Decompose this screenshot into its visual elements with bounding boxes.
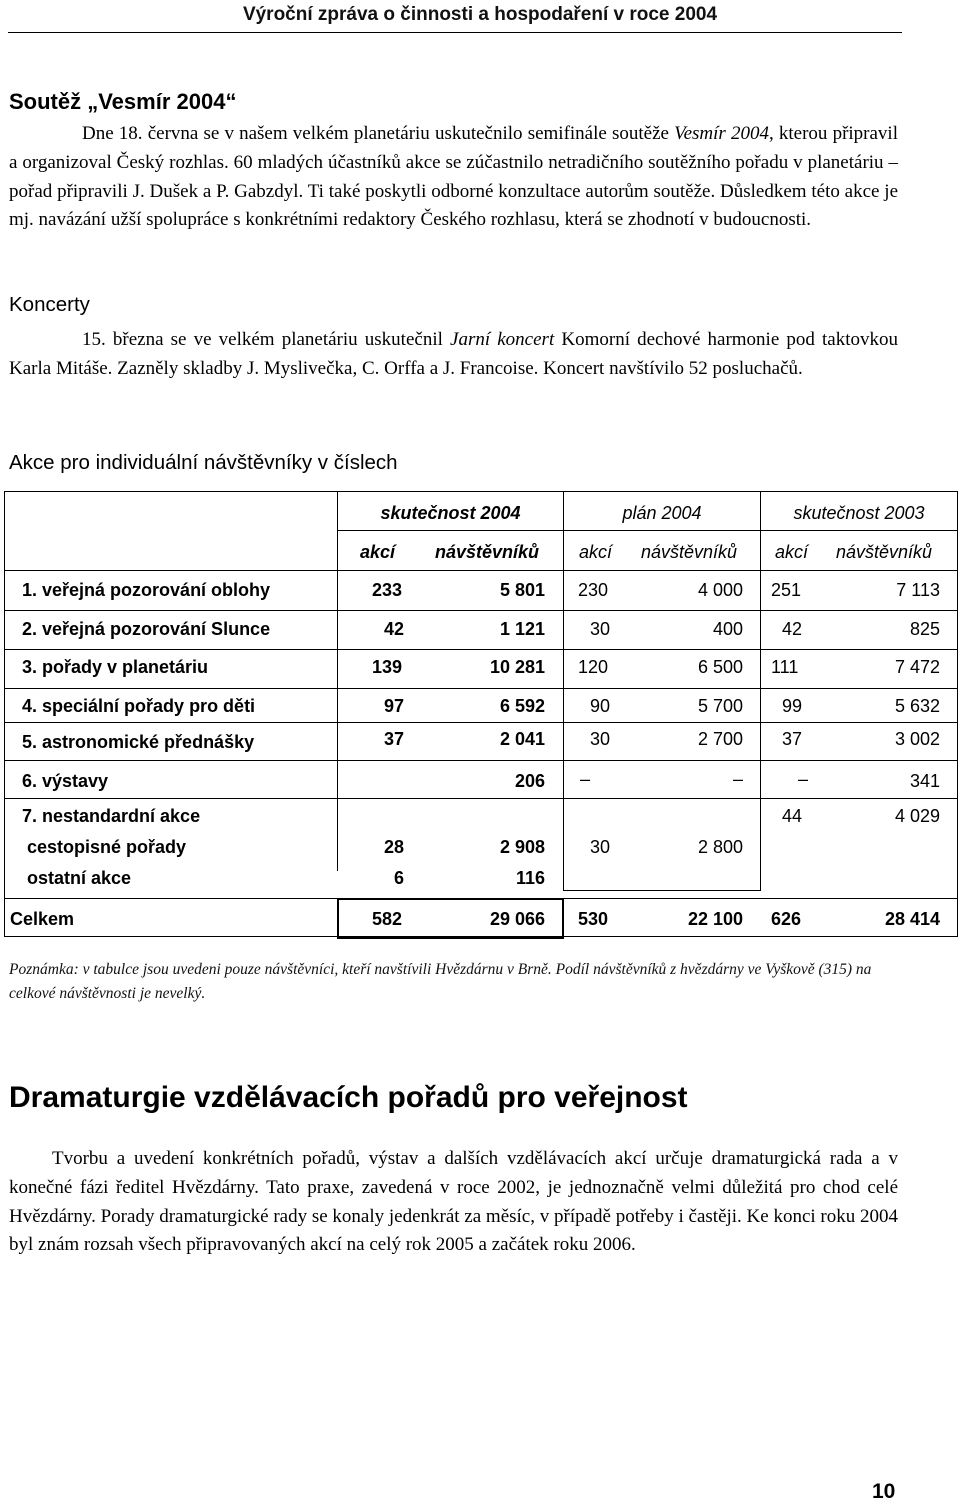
cell-navstevniku-plan: 400 (712, 619, 743, 639)
cell-akci-2003: 42 (782, 619, 803, 639)
contest-text-start: Dne 18. června se v našem velkém planetáriu uskutečnilo semifinále soutěže (82, 123, 675, 144)
group-header-2003: skutečnost 2003 (793, 503, 925, 523)
total-navstevniku-2003: 28 414 (884, 909, 940, 929)
subheader-navstevniku-plan: návštěvníků (641, 542, 738, 562)
cell-akci-plan: 30 (590, 619, 611, 639)
cell-navstevniku-2003: 7 113 (896, 580, 940, 600)
total-navstevniku-2004: 29 066 (489, 909, 545, 929)
table-note: Poznámka: v tabulce jsou uvedeni pouze návštěvníci, kteří navštívili Hvězdárnu v Brně. Podíl návštěvníků z hvězdárny ve Vyškově (315) na celkové návštěvnosti je nevelký. (9, 961, 872, 1002)
cell-navstevniku-2003: 3 002 (894, 729, 940, 749)
row-label: 5. astronomické přednášky (22, 732, 255, 752)
cell-navstevniku-2003: 5 632 (894, 696, 940, 716)
row-sep (4, 570, 958, 571)
subheader-akci-2003: akcí (775, 542, 809, 562)
col-sep (337, 531, 338, 871)
total-label: Celkem (10, 909, 75, 929)
cell-navstevniku-plan: 4 000 (697, 580, 743, 600)
cell-akci-plan: 30 (590, 729, 611, 749)
cell-navstevniku-2004: 10 281 (489, 657, 545, 677)
cell-navstevniku-plan: 6 500 (697, 657, 743, 677)
cell-navstevniku-plan: 2 800 (697, 837, 743, 857)
subheader-akci-plan: akcí (579, 542, 613, 562)
contest-italic-title: Vesmír 2004 (674, 123, 769, 144)
cell-akci-2004: 6 (394, 868, 405, 888)
cell-navstevniku-2003: 341 (909, 771, 940, 791)
running-header: Výroční zpráva o činnosti a hospodaření v roce 2004 (242, 4, 718, 25)
row-label: 4. speciální pořady pro děti (22, 696, 256, 716)
cell-navstevniku-plan: 2 700 (697, 729, 743, 749)
cell-akci-2004: 37 (384, 729, 405, 749)
cell-akci-plan: 120 (578, 657, 609, 677)
cell-navstevniku-2004: 2 908 (499, 837, 545, 857)
row-sep (4, 798, 958, 799)
cell-navstevniku-2003: 825 (909, 619, 940, 639)
row-sep (4, 688, 958, 689)
total-navstevniku-plan: 22 100 (687, 909, 743, 929)
cell-navstevniku-2003: 4 029 (894, 806, 940, 826)
row-label: 3. pořady v planetáriu (22, 657, 209, 677)
dramaturgy-heading: Dramaturgie vzdělávacích pořadů pro veřejnost (9, 1081, 688, 1114)
row-sep (4, 610, 958, 611)
concerts-text-end: Komorní dechové harmonie pod taktovkou Karla Mitáše. Zazněly skladby J. Myslivečka, C. Orffa a J. Francoise. Koncert navštívilo 52 posluchačů. (9, 329, 899, 379)
cell-akci-2003: 99 (782, 696, 803, 716)
subheader-akci-2004: akcí (360, 542, 396, 562)
cell-akci-2004: 97 (384, 696, 405, 716)
concerts-italic-title: Jarní koncert (450, 329, 555, 350)
cell-navstevniku-2004: 1 121 (499, 619, 545, 639)
cell-akci-2004: 139 (372, 657, 403, 677)
cell-akci-2003: 251 (771, 580, 802, 600)
row-label: 1. veřejná pozorování oblohy (22, 580, 271, 600)
cell-akci-2004: 233 (372, 580, 403, 600)
cell-navstevniku-2004: 2 041 (499, 729, 545, 749)
cell-navstevniku-plan: – (732, 769, 743, 789)
subheader-navstevniku-2004: návštěvníků (435, 542, 540, 562)
cell-akci-plan: 30 (590, 837, 611, 857)
cell-navstevniku-2004: 116 (515, 868, 545, 888)
row-label: 6. výstavy (22, 771, 109, 791)
cell-akci-plan: 90 (590, 696, 611, 716)
total-akci-2003: 626 (771, 909, 802, 929)
dramaturgy-paragraph (9, 1145, 898, 1260)
cell-akci-2003: 37 (782, 729, 803, 749)
table-heading: Akce pro individuální návštěvníky v číslech (9, 451, 398, 474)
row-label: 7. nestandardní akce (22, 806, 201, 826)
contest-text-end: , kterou připravil a organizoval Český rozhlas. 60 mladých účastníků akce se zúčastnilo netradičního soutěžního pořadu v planetáriu – pořad připravili J. Dušek a P. Gabzdyl. Ti také poskytli odborné konzultace autorům soutěže. Důsledkem této akce je mj. navázání užší spolupráce s konkrétními redaktory Českého rozhlasu, která se zhodnotí v budoucnosti. (9, 123, 898, 231)
cell-navstevniku-2004: 206 (514, 771, 545, 791)
concerts-text-start: 15. března se ve velkém planetáriu uskutečnil (82, 329, 451, 350)
subheader-navstevniku-2003: návštěvníků (836, 542, 933, 562)
cell-akci-plan: – (580, 769, 591, 789)
row-sub-label: cestopisné pořady (27, 837, 187, 857)
total-akci-2004: 582 (372, 909, 403, 929)
group-header-plan: plán 2004 (622, 503, 702, 523)
cell-akci-plan: 230 (578, 580, 609, 600)
total-akci-plan: 530 (578, 909, 609, 929)
row-sep (4, 760, 958, 761)
cell-navstevniku-2004: 5 801 (499, 580, 545, 600)
contest-heading: Soutěž „Vesmír 2004“ (9, 89, 237, 114)
row-sep (4, 649, 958, 650)
cell-navstevniku-2004: 6 592 (499, 696, 545, 716)
dramaturgy-text: Tvorbu a uvedení konkrétních pořadů, výstav a dalších vzdělávacích akcí určuje dramaturgická rada a v konečné fázi ředitel Hvězdárny. Tato praxe, zavedená v roce 2002, je jednoznačně velmi důležitá pro chod celé Hvězdárny. Porady dramaturgické rady se konaly jedenkrát za měsíc, v případě potřeby i častěji. Ke konci roku 2004 byl znám rozsah všech připravovaných akcí na celý rok 2005 a začátek roku 2006. (9, 1148, 899, 1256)
cell-akci-2003: – (798, 769, 809, 789)
cell-akci-2003: 111 (771, 657, 799, 677)
cell-navstevniku-2003: 7 472 (894, 657, 940, 677)
row-sub-label: ostatní akce (27, 868, 132, 888)
cell-akci-2004: 42 (384, 619, 405, 639)
cell-navstevniku-plan: 5 700 (697, 696, 743, 716)
row-label: 2. veřejná pozorování Slunce (22, 619, 271, 639)
row-sep (4, 722, 958, 723)
page-number: 10 (872, 1480, 896, 1503)
concerts-heading: Koncerty (9, 293, 90, 316)
group-header-2004: skutečnost 2004 (380, 503, 521, 523)
cell-akci-2004: 28 (384, 837, 405, 857)
cell-akci-2003: 44 (782, 806, 803, 826)
